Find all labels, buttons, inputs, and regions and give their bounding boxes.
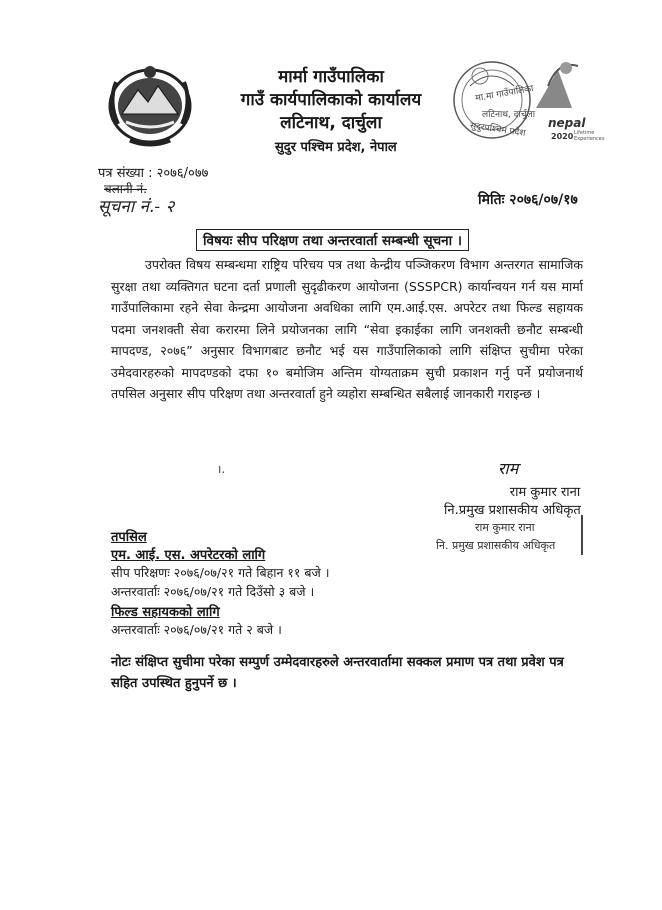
seal-text-top: मा.मा गाउँपालिका: [474, 83, 535, 104]
letter-reference-number: पत्र संख्या : २०७६/०७७: [98, 166, 209, 181]
letter-body: उपरोक्त विषय सम्बन्धमा राष्ट्रिय परिचय पत्र तथा केन्द्रीय पञ्जिकरण विभाग अन्तरगत सामाजिक सुरक्षा तथा व्यक्तिगत घटना दर्ता प्रणाली सुदृढीकरण आयोजना (SSSPCR) कार्यान्वयन गर्न यस मार्मा गाउँपालिकामा रहने सेवा केन्द्रमा आयोजना अवधिका लागि एम.आई.एस. अपरेटर तथा फिल्ड सहायक पदमा जनशक्ती सेवा करारमा लिने प्रयोजनका लागि “सेवा इकाईका लागि जनशक्ती छनौट सम्बन्धी मापदण्ड, २०७६” अनुसार विभागबाट छनौट भई यस गाउँपालिकाको लागि संक्षिप्त सुचीमा परेका उमेदवारहरुको मापदण्डको दफा १० बमोजिम अन्तिम योग्यताक्रम सुची प्रकाशन गर्नु पर्ने प्रयोजनार्थ तपसिल अनुसार सीप परिक्षण तथा अन्तरवार्ता हुने व्यहोरा सम्बन्धित सबैलाई जानकारी गराइन्छ ।: [111, 257, 583, 401]
mis-interview: अन्तरवार्ताः २०७६/०७/२१ गते दिउँसो ३ बजे ।: [111, 584, 315, 599]
field-assistant-interview: अन्तरवार्ताः २०७६/०७/२१ गते २ बजे ।: [111, 622, 282, 637]
important-note: नोटः संक्षिप्त सुचीमा परेका सम्पुर्ण उम्मेदवारहरुले अन्तरवार्तामा सक्कल प्रमाण पत्र तथा प्रवेश पत्र सहित उपस्थित हुनुपर्ने छ ।: [111, 655, 564, 691]
letter-subject: विषयः सीप परिक्षण तथा अन्तरवार्ता सम्बन्धी सूचना ।: [196, 229, 469, 251]
signatory-title: नि.प्रमुख प्रशासकीय अधिकृत: [444, 503, 581, 518]
mis-operator-heading: एम. आई. एस. अपरेटरको लागि: [111, 548, 266, 563]
stamp-title: नि. प्रमुख प्रशासकीय अधिकृत: [436, 539, 556, 552]
nepal-logo-tagline: Lifetime Experiences: [574, 130, 605, 142]
government-emblem: [104, 62, 196, 148]
dispatch-number-struck: चलानी नं.: [104, 182, 147, 196]
handwritten-signature: राम: [498, 459, 519, 478]
nepal-logo-year: 2020: [551, 132, 574, 141]
signatory-name: राम कुमार राना: [509, 485, 581, 500]
seal-text-mid: लटिनाथ, दार्चुला: [482, 110, 536, 120]
mis-skill-test: सीप परिक्षणः २०७६/०७/२१ गते बिहान ११ बजे ।: [111, 565, 330, 580]
office-name: मार्मा गाउँपालिका: [278, 67, 384, 87]
office-province: सुदुर पश्चिम प्रदेश, नेपाल: [275, 140, 397, 155]
schedule-heading: तपसिल: [111, 530, 147, 545]
office-address: लटिनाथ, दार्चुला: [280, 113, 382, 133]
stamp-name: राम कुमार राना: [475, 521, 535, 534]
field-assistant-heading: फिल्ड सहायकको लागि: [111, 605, 220, 620]
office-subtitle: गाउँ कार्यपालिकाको कार्यालय: [240, 90, 422, 110]
scan-mark: ı.: [218, 462, 226, 476]
nepal-logo-text: nepal: [548, 116, 586, 130]
handwritten-notice-number: सूचना नं.- २: [98, 197, 175, 217]
letter-date: मितिः २०७६/०७/१७: [478, 192, 578, 208]
seal-text-bottom: सुदुरपश्चिम प्रदेश: [469, 121, 527, 139]
